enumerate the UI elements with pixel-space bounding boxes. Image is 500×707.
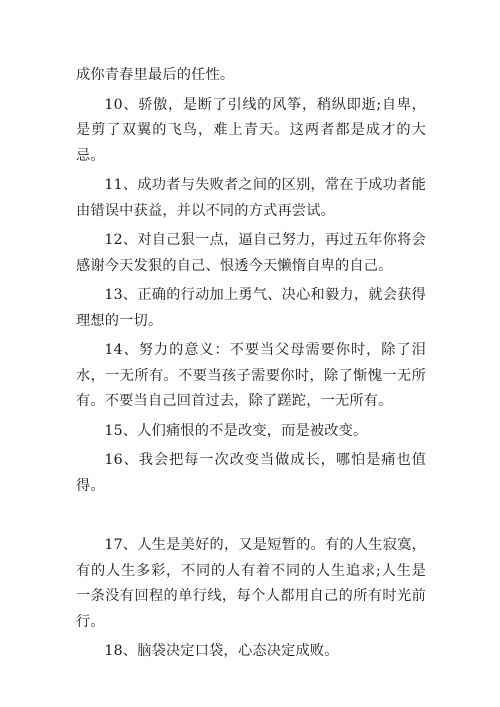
- paragraph-continuation: 成你青春里最后的任性。: [76, 67, 235, 83]
- paragraph-14: 14、努力的意义：不要当父母需要你时，除了泪水，一无所有。不要当孩子需要你时，除了惭愧一无所有。不要当自己回首过去，除了蹉跎，一无所有。: [76, 342, 426, 409]
- paragraph-17: 17、人生是美好的，又是短暂的。有的人生寂寞，有的人生多彩，不同的人有着不同的人生追求;人生是一条没有回程的单行线，每个人都用自己的所有时光前行。: [76, 537, 426, 630]
- paragraph-15: 15、人们痛恨的不是改变，而是被改变。: [104, 422, 368, 439]
- paragraph-16: 16、我会把每一次改变当做成长，哪怕是痛也值得。: [76, 452, 426, 494]
- paragraph-18: 18、脑袋决定口袋，心态决定成败。: [104, 643, 339, 659]
- document-page: [76, 63, 426, 669]
- paragraph-12: 12、对自己狠一点，逼自己努力，再过五年你将会感谢今天发狠的自己、恨透今天懒惰自卑的自己。: [76, 232, 426, 274]
- paragraph-gap: [76, 503, 426, 533]
- paragraph-11: 11、成功者与失败者之间的区别，常在于成功者能由错误中获益，并以不同的方式再尝试。: [76, 177, 426, 219]
- paragraph-13: 13、正确的行动加上勇气、决心和毅力，就会获得理想的一切。: [76, 287, 426, 329]
- paragraph-10: 10、骄傲，是断了引线的风筝，稍纵即逝;自卑，是剪了双翼的飞鸟，难上青天。这两者都是成才的大忌。: [76, 96, 426, 164]
